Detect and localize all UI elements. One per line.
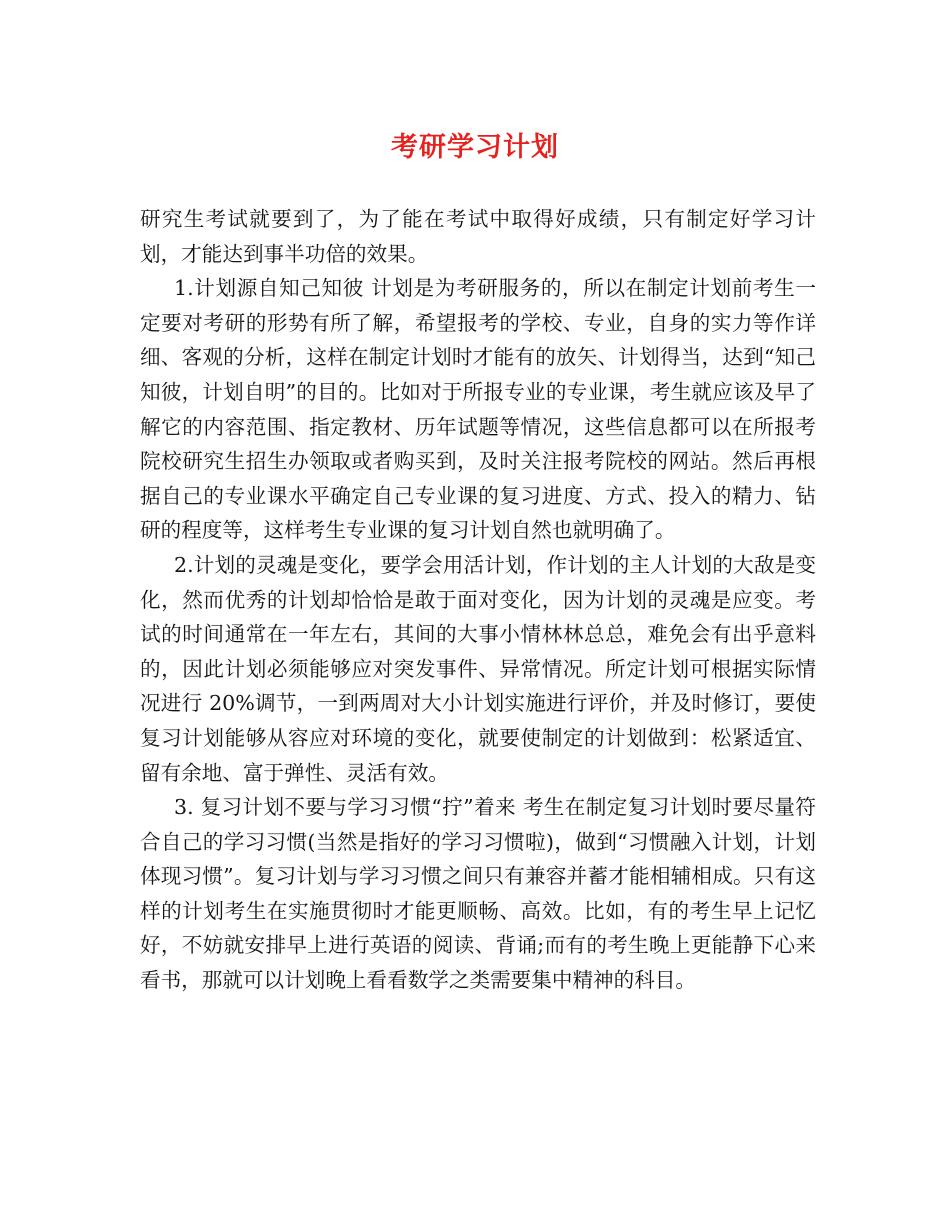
section-3-paragraph: 3. 复习计划不要与学习习惯“拧”着来 考生在制定复习计划时要尽量符合自己的学习习惯(当然是指好的学习习惯啦)，做到“习惯融入计划，计划体现习惯”。复习计划与学习习惯之间只有兼容并蓄才能相辅相成。只有这样的计划考生在实施贯彻时才能更顺畅、高效。比如，有的考生早上记忆好，不妨就安排早上进行英语的阅读、背诵;而有的考生晚上更能静下心来看书，那就可以计划晚上看看数学之类需要集中精神的科目。	[140, 795, 816, 993]
document-body	[140, 202, 816, 998]
intro-paragraph: 研究生考试就要到了，为了能在考试中取得好成绩，只有制定好学习计划，才能达到事半功倍的效果。	[140, 207, 816, 266]
section-1-paragraph: 1.计划源自知己知彼 计划是为考研服务的，所以在制定计划前考生一定要对考研的形势有所了解，希望报考的学校、专业，自身的实力等作详细、客观的分析，这样在制定计划时才能有的放矢、计划得当，达到“知己知彼，计划自明”的目的。比如对于所报专业的专业课，考生就应该及早了解它的内容范围、指定教材、历年试题等情况，这些信息都可以在所报考院校研究生招生办领取或者购买到，及时关注报考院校的网站。然后再根据自己的专业课水平确定自己专业课的复习进度、方式、投入的精力、钻研的程度等，这样考生专业课的复习计划自然也就明确了。	[140, 276, 816, 543]
section-2-paragraph: 2.计划的灵魂是变化，要学会用活计划，作计划的主人计划的大敌是变化，然而优秀的计划却恰恰是敢于面对变化，因为计划的灵魂是应变。考试的时间通常在一年左右，其间的大事小情林林总总，难免会有出乎意料的，因此计划必须能够应对突发事件、异常情况。所定计划可根据实际情况进行 20%调节，一到两周对大小计划实施进行评价，并及时修订，要使复习计划能够从容应对环境的变化，就要使制定的计划做到：松紧适宜、留有余地、富于弹性、灵活有效。	[140, 552, 816, 785]
document-title: 考研学习计划	[391, 132, 559, 163]
